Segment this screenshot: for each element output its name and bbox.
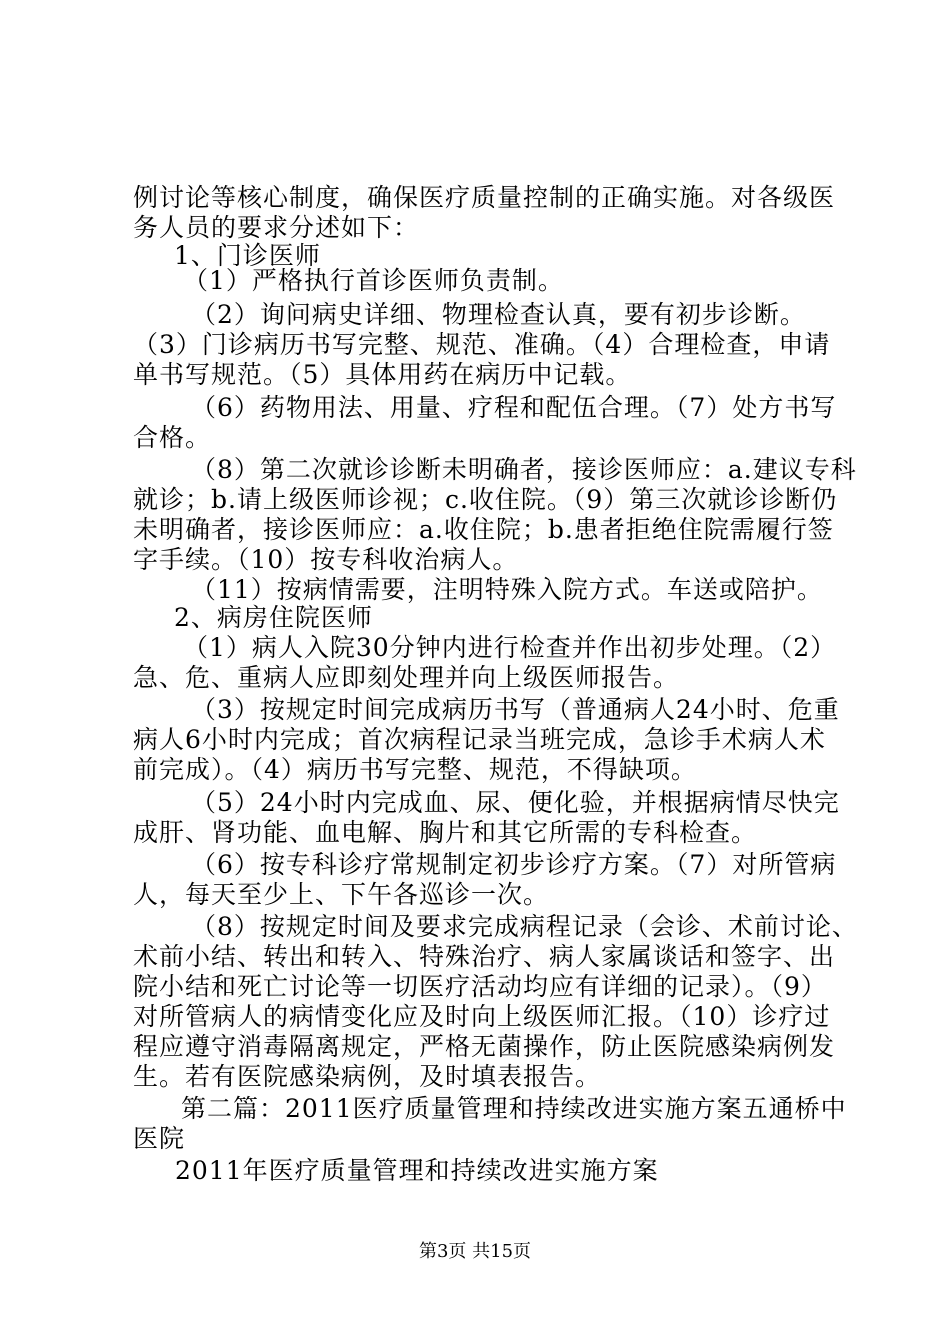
text-line: （3）门诊病历书写完整、规范、准确。（4）合理检查，申请 [133,330,831,359]
text-line: 就诊；b.请上级医师诊视；c.收住院。（9）第三次就诊诊断仍 [133,485,838,514]
text-line: 务人员的要求分述如下： [133,213,420,242]
text-line: 院小结和死亡讨论等一切医疗活动均应有详细的记录）。（9） [133,972,827,1001]
section-heading: 1、门诊医师 [174,241,321,270]
text-line: 例讨论等核心制度，确保医疗质量控制的正确实施。对各级医 [133,183,836,212]
text-line: （1）病人入院30分钟内进行检查并作出初步处理。（2） [183,633,837,662]
text-line: 病人6小时内完成；首次病程记录当班完成，急诊手术病人术 [133,725,826,754]
chapter-heading: 第二篇：2011医疗质量管理和持续改进实施方案五通桥中 [181,1094,847,1123]
text-line: （6）按专科诊疗常规制定初步诊疗方案。（7）对所管病 [191,850,837,879]
text-line: （6）药物用法、用量、疗程和配伍合理。（7）处方书写 [191,393,837,422]
text-line: （8）按规定时间及要求完成病程记录（会诊、术前讨论、 [191,912,858,941]
text-line: 术前小结、转出和转入、特殊治疗、病人家属谈话和签字、出 [133,942,836,971]
text-line: 急、危、重病人应即刻处理并向上级医师报告。 [133,663,680,692]
document-title: 2011年医疗质量管理和持续改进实施方案 [175,1156,659,1185]
text-line: 前完成）。（4）病历书写完整、规范，不得缺项。 [133,755,697,784]
text-line: （1）严格执行首诊医师负责制。 [183,266,564,295]
text-line: 成肝、肾功能、血电解、胸片和其它所需的专科检查。 [133,818,758,847]
text-line: 合格。 [133,423,212,452]
page-footer: 第3页 共15页 [418,1241,532,1262]
text-line: （3）按规定时间完成病历书写（普通病人24小时、危重 [191,695,840,724]
text-line: （8）第二次就诊诊断未明确者，接诊医师应：a.建议专科 [191,455,857,484]
text-line: （11）按病情需要，注明特殊入院方式。车送或陪护。 [191,575,823,604]
section-heading: 2、病房住院医师 [174,603,373,632]
text-line: 对所管病人的病情变化应及时向上级医师汇报。（10）诊疗过 [133,1002,831,1031]
text-line: 字手续。（10）按专科收治病人。 [133,545,519,574]
text-line: （5）24小时内完成血、尿、便化验，并根据病情尽快完 [191,788,840,817]
text-line: 程应遵守消毒隔离规定，严格无菌操作，防止医院感染病例发 [133,1032,836,1061]
text-line: 生。若有医院感染病例，及时填表报告。 [133,1062,602,1091]
text-line: 未明确者，接诊医师应：a.收住院；b.患者拒绝住院需履行签 [133,515,834,544]
chapter-heading-continued: 医院 [133,1124,186,1153]
text-line: （2）询问病史详细、物理检查认真，要有初步诊断。 [191,300,806,329]
text-line: 人，每天至少上、下午各巡诊一次。 [133,880,550,909]
text-line: 单书写规范。（5）具体用药在病历中记载。 [133,360,632,389]
